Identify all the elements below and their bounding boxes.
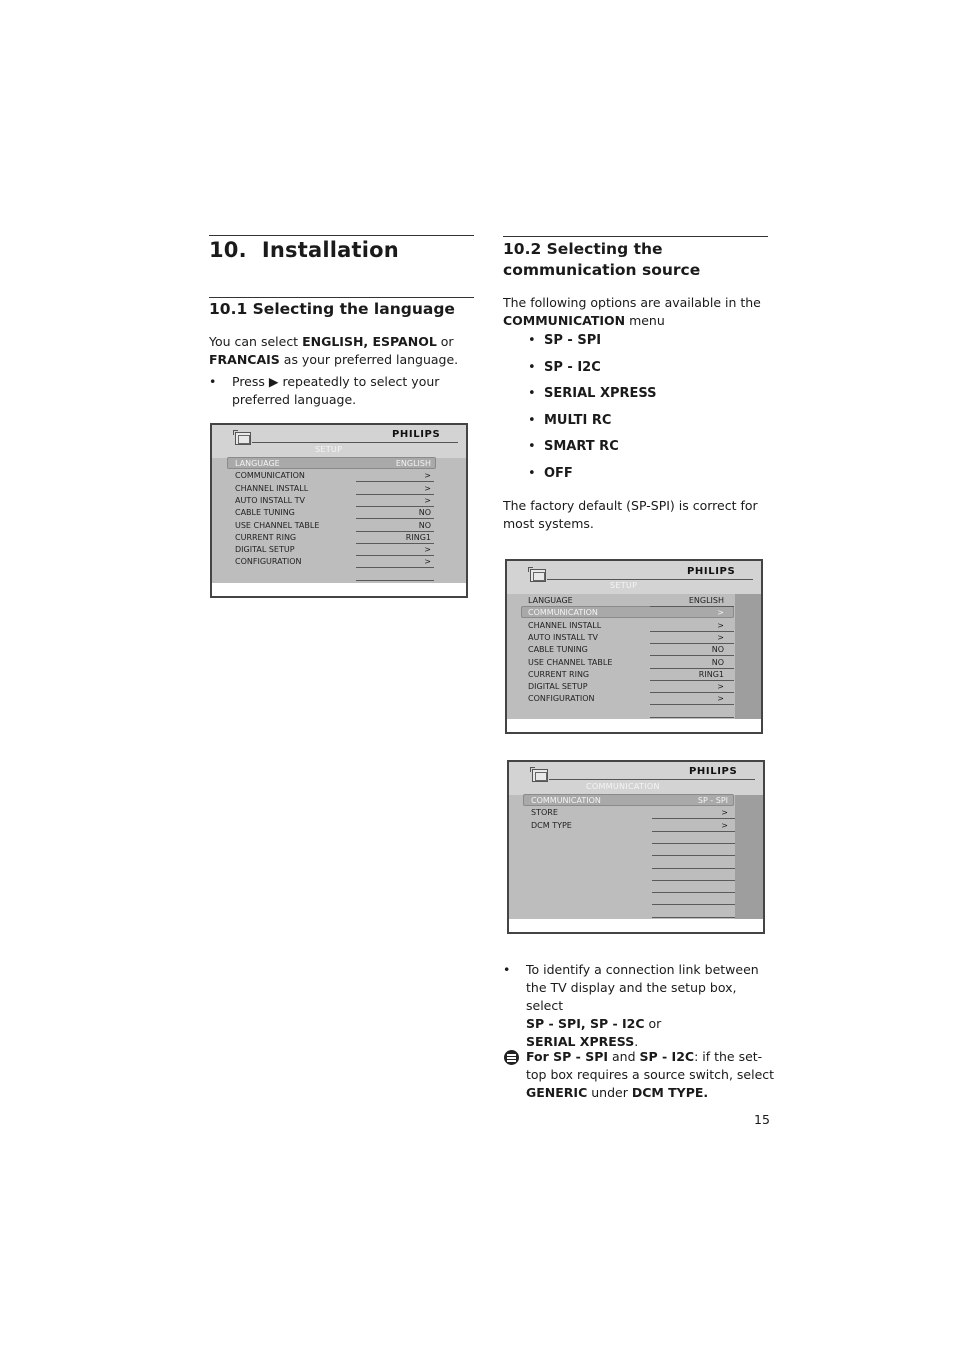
menu-row-value: > <box>721 808 728 818</box>
menu-row-value: > <box>717 694 724 704</box>
option-item <box>528 466 728 484</box>
bullet-dot: • <box>209 374 217 389</box>
empty-row-line <box>652 917 735 918</box>
bullet-line: . <box>634 1034 639 1049</box>
note-line: under <box>587 1085 632 1100</box>
section-heading-10-2 <box>503 239 700 281</box>
bullet-text <box>232 373 439 409</box>
menu-row-value: > <box>721 820 728 830</box>
option-label: SERIAL XPRESS <box>544 386 657 402</box>
menu-row-label: DIGITAL SETUP <box>528 682 588 692</box>
menu-row-value: RING1 <box>405 532 431 542</box>
bullet-dot: • <box>528 439 536 455</box>
chapter-heading <box>209 238 399 262</box>
menu-row-label: LANGUAGE <box>528 596 573 605</box>
heading-line: 10.2 Selecting the <box>503 240 663 258</box>
menu-row-label: LANGUAGE <box>235 459 280 468</box>
menu-row-value: NO <box>711 657 724 667</box>
menu-row-value: SP - SPI <box>697 796 728 805</box>
empty-row-line <box>652 904 735 905</box>
option-item <box>528 333 728 351</box>
note-bold: DCM TYPE. <box>631 1085 709 1100</box>
menu-row-value: > <box>717 682 724 692</box>
bullet-dot: • <box>503 962 511 977</box>
note-icon <box>504 1050 519 1065</box>
intro-bold: COMMUNICATION <box>503 313 626 328</box>
menu-row-value: NO <box>418 508 431 518</box>
bullet-dot: • <box>528 359 536 375</box>
bullet-line: Press ▶ repeatedly to select your <box>232 374 440 389</box>
tv-icon <box>530 569 546 582</box>
default-line: The factory default (SP-SPI) is correct for <box>503 498 758 513</box>
menu-row-value: > <box>424 557 431 567</box>
tv-icon <box>532 769 548 782</box>
menu-row[interactable] <box>531 795 728 807</box>
menu-row-label: AUTO INSTALL TV <box>235 495 306 505</box>
lang-options-bold: ENGLISH, ESPANOL <box>302 334 437 349</box>
value-underline <box>356 567 434 568</box>
menu-row[interactable] <box>528 607 724 619</box>
menu-row-value: ENGLISH <box>395 459 431 468</box>
empty-row-line <box>356 580 434 581</box>
menu-row-label: USE CHANNEL TABLE <box>235 520 320 530</box>
menu-row-value: > <box>717 632 724 642</box>
menu-row-value: > <box>717 608 724 618</box>
bullet-dot: • <box>528 466 536 481</box>
menu-title: COMMUNICATION <box>586 782 660 791</box>
para-text: You can select <box>209 334 303 349</box>
bullet-dot: • <box>528 333 536 348</box>
philips-logo: PHILIPS <box>689 766 738 777</box>
note-line: : if the set- <box>694 1049 763 1064</box>
menu-row-label: AUTO INSTALL TV <box>528 632 599 642</box>
menu-row-label: STORE <box>531 808 558 818</box>
menu-row-label: CURRENT RING <box>235 532 297 542</box>
menu-row-label: CHANNEL INSTALL <box>528 620 602 630</box>
philips-logo: PHILIPS <box>687 566 736 577</box>
bullet-dot: • <box>528 386 536 402</box>
chapter-title: Installation <box>261 238 399 262</box>
menu-row-value: > <box>424 495 431 505</box>
menu-title: SETUP <box>315 445 343 454</box>
menu-row-value: > <box>424 483 431 493</box>
note-bold: For SP - SPI <box>526 1049 609 1064</box>
empty-row-line <box>652 843 735 844</box>
menu-row-label: CONFIGURATION <box>528 694 595 704</box>
menu-row-value: NO <box>711 645 724 655</box>
option-item <box>528 360 728 378</box>
intro-text: The following options are available in the <box>503 295 761 310</box>
default-line: most systems. <box>503 516 594 531</box>
option-label: MULTI RC <box>544 412 612 428</box>
communication-intro <box>503 294 773 330</box>
menu-row-label: COMMUNICATION <box>531 796 601 805</box>
heading-line: communication source <box>503 261 701 279</box>
menu-row-value: NO <box>418 520 431 530</box>
menu-row-label: CONFIGURATION <box>235 557 302 567</box>
option-label: SMART RC <box>544 439 619 455</box>
section-heading-10-1: 10.1 Selecting the language <box>209 300 455 318</box>
setup-menu-screen-1 <box>210 423 468 598</box>
bullet-line: or <box>644 1016 662 1031</box>
note-text <box>526 1048 776 1102</box>
bullet-dot: • <box>528 412 536 428</box>
menu-row-label: DCM TYPE <box>531 820 572 830</box>
menu-row-value: RING1 <box>698 669 724 679</box>
para-text: or <box>436 334 454 349</box>
option-label: SP - SPI <box>544 333 602 348</box>
menu-row-value: > <box>717 620 724 630</box>
header-divider <box>549 779 755 780</box>
option-item <box>528 386 728 404</box>
menu-row-label: CABLE TUNING <box>235 508 295 518</box>
intro-text: menu <box>625 313 665 328</box>
note-bold: GENERIC <box>526 1085 588 1100</box>
menu-row-label: USE CHANNEL TABLE <box>528 657 613 667</box>
menu-title: SETUP <box>610 581 638 590</box>
menu-row[interactable] <box>235 458 431 470</box>
bullet-line: preferred language. <box>232 392 357 407</box>
header-divider <box>547 579 753 580</box>
menu-row-label: COMMUNICATION <box>528 608 598 618</box>
menu-row-label: CURRENT RING <box>528 669 590 679</box>
empty-row-line <box>652 868 735 869</box>
menu-row-label: DIGITAL SETUP <box>235 545 295 555</box>
para-text: as your preferred language. <box>279 352 459 367</box>
lang-francais-bold: FRANCAIS <box>209 352 280 367</box>
chapter-number: 10. <box>209 238 247 262</box>
chapter-rule <box>209 235 474 236</box>
bullet-line: To identify a connection link between <box>526 962 759 977</box>
philips-logo: PHILIPS <box>392 429 441 440</box>
empty-row-line <box>650 717 734 718</box>
language-paragraph <box>209 333 479 369</box>
page-number: 15 <box>754 1112 770 1127</box>
bullet-text <box>526 961 773 1051</box>
note-line: top box requires a source switch, select <box>526 1067 775 1082</box>
identify-bullet <box>503 961 773 1049</box>
menu-side-panel <box>735 794 763 919</box>
menu-row-label: CABLE TUNING <box>528 645 588 655</box>
menu-row-value: ENGLISH <box>688 596 724 605</box>
option-label: SP - I2C <box>544 359 601 375</box>
section-rule-10-1 <box>209 297 474 298</box>
option-item <box>528 439 728 457</box>
empty-row-line <box>652 892 735 893</box>
empty-row-line <box>652 880 735 881</box>
menu-row-value: > <box>424 471 431 481</box>
setup-menu-screen-2 <box>505 559 763 734</box>
factory-default-text <box>503 497 773 533</box>
header-divider <box>252 442 458 443</box>
note-line: and <box>608 1049 640 1064</box>
option-label: OFF <box>544 466 573 481</box>
bullet-bold: SP - SPI, SP - I2C <box>526 1016 645 1031</box>
value-underline <box>650 704 734 705</box>
menu-side-panel <box>735 593 761 719</box>
option-item <box>528 413 728 431</box>
menu-row-label: CHANNEL INSTALL <box>235 483 309 493</box>
menu-row-label: COMMUNICATION <box>235 471 305 481</box>
communication-menu-screen <box>507 760 765 934</box>
value-underline <box>652 831 735 832</box>
tv-icon <box>235 432 251 445</box>
note-bold: SP - I2C <box>639 1049 695 1064</box>
bullet-bold: SERIAL XPRESS <box>526 1034 635 1049</box>
press-bullet <box>209 373 479 413</box>
menu-row-value: > <box>424 545 431 555</box>
section-rule-10-2 <box>503 236 768 237</box>
bullet-line: the TV display and the setup box, select <box>526 980 737 1013</box>
empty-row-line <box>652 855 735 856</box>
